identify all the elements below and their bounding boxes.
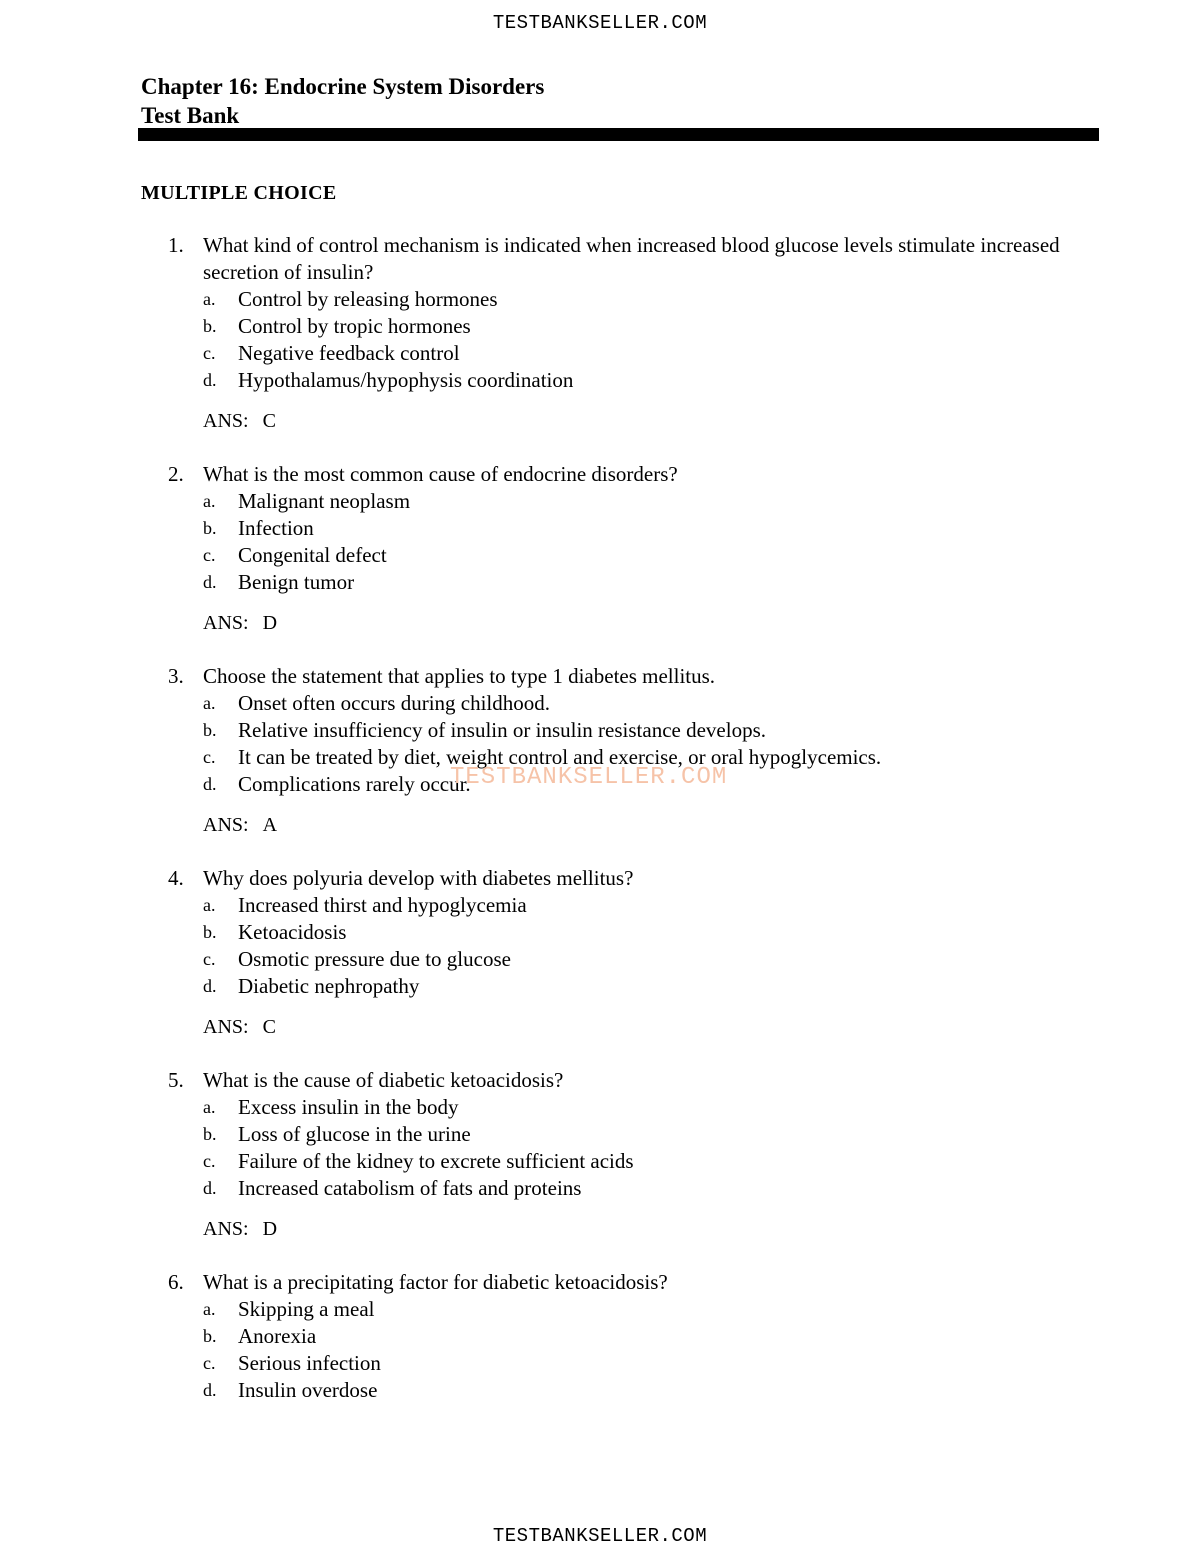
answer-option — [0, 744, 1200, 771]
question-item — [0, 865, 1200, 1041]
question-number: 2. — [168, 462, 184, 486]
section-heading: MULTIPLE CHOICE — [141, 182, 337, 204]
question-text: What is the cause of diabetic ketoacidosis? — [203, 1068, 564, 1092]
answer-key — [203, 408, 1200, 435]
question-text: What kind of control mechanism is indicated when increased blood glucose levels stimulate increased secretion of insulin? — [203, 233, 1060, 284]
chapter-title: Chapter 16: Endocrine System Disorders — [141, 74, 545, 99]
option-letter: d. — [203, 976, 217, 996]
answer-option — [0, 973, 1200, 1000]
answer-option — [0, 1296, 1200, 1323]
option-letter: d. — [203, 370, 217, 390]
answer-option — [0, 569, 1200, 596]
question-stem — [0, 461, 1200, 488]
question-stem — [0, 663, 1200, 690]
question-number: 4. — [168, 866, 184, 890]
answer-label: ANS: — [203, 410, 249, 432]
option-letter: c. — [203, 949, 216, 969]
question-stem — [0, 1067, 1200, 1094]
option-text: Complications rarely occur. — [238, 772, 471, 796]
answer-option — [0, 1121, 1200, 1148]
answer-label: ANS: — [203, 1016, 249, 1038]
option-letter: b. — [203, 1326, 217, 1346]
answer-value: A — [262, 814, 278, 836]
option-list — [0, 892, 1200, 1000]
option-letter: c. — [203, 343, 216, 363]
option-text: Insulin overdose — [238, 1378, 378, 1402]
answer-value: C — [262, 410, 276, 432]
question-item — [0, 663, 1200, 839]
answer-option — [0, 771, 1200, 798]
answer-label: ANS: — [203, 612, 249, 634]
option-letter: a. — [203, 491, 216, 511]
option-letter: a. — [203, 1299, 216, 1319]
answer-key — [203, 812, 1200, 839]
header-watermark: TESTBANKSELLER.COM — [492, 12, 708, 34]
option-letter: c. — [203, 545, 216, 565]
option-text: Diabetic nephropathy — [238, 974, 420, 998]
option-letter: c. — [203, 1353, 216, 1373]
option-letter: b. — [203, 316, 217, 336]
option-list — [0, 690, 1200, 798]
option-letter: b. — [203, 518, 217, 538]
option-text: Serious infection — [238, 1351, 381, 1375]
question-item — [0, 1269, 1200, 1404]
answer-label: ANS: — [203, 814, 249, 836]
option-text: Ketoacidosis — [238, 920, 347, 944]
option-text: Infection — [238, 516, 314, 540]
answer-option — [0, 1148, 1200, 1175]
chapter-subtitle: Test Bank — [141, 103, 240, 128]
answer-option — [0, 488, 1200, 515]
answer-option — [0, 1377, 1200, 1404]
option-text: Malignant neoplasm — [238, 489, 411, 513]
answer-option — [0, 946, 1200, 973]
answer-option — [0, 1175, 1200, 1202]
answer-option — [0, 286, 1200, 313]
answer-option — [0, 515, 1200, 542]
answer-option — [0, 313, 1200, 340]
question-item — [0, 232, 1200, 435]
option-text: Excess insulin in the body — [238, 1095, 459, 1119]
option-list — [0, 488, 1200, 596]
question-item — [0, 461, 1200, 637]
answer-value: D — [262, 1218, 278, 1240]
answer-key — [203, 610, 1200, 637]
question-stem — [0, 865, 1200, 892]
answer-option — [0, 1350, 1200, 1377]
question-stem — [0, 1269, 1200, 1296]
option-list — [0, 286, 1200, 394]
option-text: Loss of glucose in the urine — [238, 1122, 471, 1146]
answer-option — [0, 919, 1200, 946]
title-block — [141, 72, 544, 130]
question-list — [0, 232, 1200, 1404]
question-number: 3. — [168, 664, 184, 688]
option-letter: a. — [203, 895, 216, 915]
option-letter: d. — [203, 572, 217, 592]
option-text: Increased thirst and hypoglycemia — [238, 893, 527, 917]
option-letter: b. — [203, 1124, 217, 1144]
question-text: Choose the statement that applies to type 1 diabetes mellitus. — [203, 664, 716, 688]
answer-option — [0, 690, 1200, 717]
answer-key — [203, 1014, 1200, 1041]
option-letter: d. — [203, 1380, 217, 1400]
option-text: Control by tropic hormones — [238, 314, 471, 338]
option-letter: a. — [203, 1097, 216, 1117]
option-text: Negative feedback control — [238, 341, 460, 365]
option-text: Benign tumor — [238, 570, 355, 594]
option-text: Congenital defect — [238, 543, 387, 567]
option-letter: a. — [203, 693, 216, 713]
option-text: Hypothalamus/hypophysis coordination — [238, 368, 574, 392]
question-number: 5. — [168, 1068, 184, 1092]
answer-option — [0, 892, 1200, 919]
answer-option — [0, 1094, 1200, 1121]
option-letter: c. — [203, 1151, 216, 1171]
option-letter: b. — [203, 720, 217, 740]
option-letter: b. — [203, 922, 217, 942]
option-letter: a. — [203, 289, 216, 309]
answer-value: C — [262, 1016, 276, 1038]
answer-option — [0, 717, 1200, 744]
question-number: 6. — [168, 1270, 184, 1294]
option-text: Onset often occurs during childhood. — [238, 691, 551, 715]
answer-key — [203, 1216, 1200, 1243]
title-rule — [138, 128, 1099, 141]
center-watermark: TESTBANKSELLER.COM — [450, 764, 728, 791]
answer-option — [0, 542, 1200, 569]
option-text: Relative insufficiency of insulin or insulin resistance develops. — [238, 718, 766, 742]
answer-value: D — [262, 612, 278, 634]
option-list — [0, 1094, 1200, 1202]
question-text: What is the most common cause of endocrine disorders? — [203, 462, 678, 486]
question-number: 1. — [168, 233, 184, 257]
option-list — [0, 1296, 1200, 1404]
option-text: Anorexia — [238, 1324, 317, 1348]
answer-label: ANS: — [203, 1218, 249, 1240]
option-letter: d. — [203, 774, 217, 794]
answer-option — [0, 1323, 1200, 1350]
option-text: Failure of the kidney to excrete sufficient acids — [238, 1149, 634, 1173]
option-letter: d. — [203, 1178, 217, 1198]
option-text: Osmotic pressure due to glucose — [238, 947, 511, 971]
option-text: Skipping a meal — [238, 1297, 375, 1321]
question-stem — [0, 232, 1200, 286]
question-item — [0, 1067, 1200, 1243]
question-text: What is a precipitating factor for diabetic ketoacidosis? — [203, 1270, 668, 1294]
question-text: Why does polyuria develop with diabetes mellitus? — [203, 866, 634, 890]
answer-option — [0, 340, 1200, 367]
answer-option — [0, 367, 1200, 394]
footer-watermark: TESTBANKSELLER.COM — [492, 1525, 708, 1547]
option-text: Control by releasing hormones — [238, 287, 498, 311]
option-text: It can be treated by diet, weight control and exercise, or oral hypoglycemics. — [238, 745, 882, 769]
option-letter: c. — [203, 747, 216, 767]
option-text: Increased catabolism of fats and proteins — [238, 1176, 582, 1200]
